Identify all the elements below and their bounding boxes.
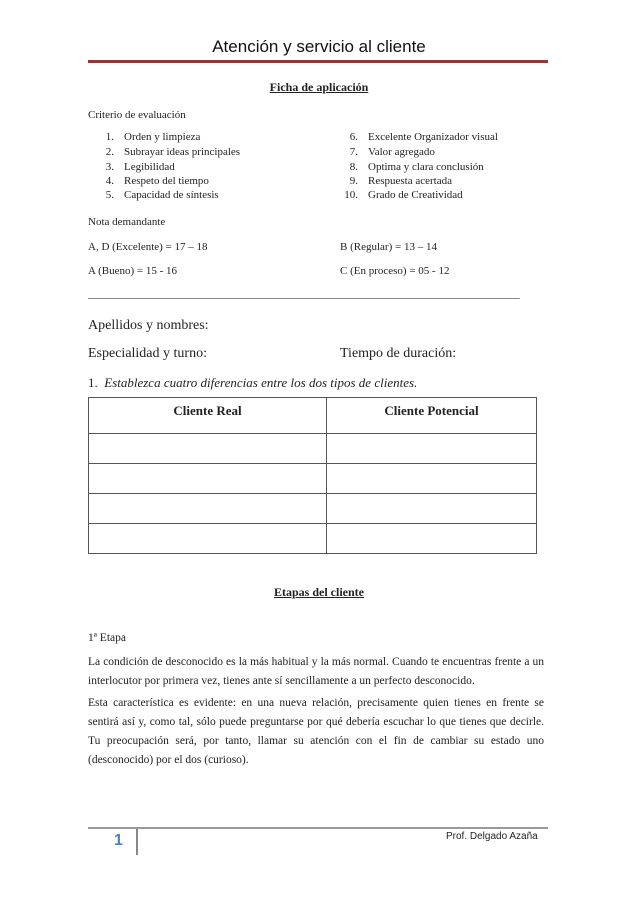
criterion-item: 5. Capacidad de síntesis (105, 189, 219, 201)
table-cell[interactable] (89, 494, 327, 524)
criterion-item: 9. Respuesta acertada (349, 175, 452, 187)
criterion-item: 10. Grado de Creatividad (344, 189, 463, 201)
table-cell[interactable] (327, 434, 537, 464)
criterion-item: 7. Valor agregado (349, 146, 435, 158)
table-cell[interactable] (89, 524, 327, 554)
paragraph-1: La condición de desconocido es la más habitual y la más normal. Cuando te encuentras frente a un interlocutor por primera vez, tienes ante sí sencillamente a un perfecto desconocido. (88, 656, 544, 687)
criterio-label: Criterio de evaluación (88, 109, 186, 121)
table-cell[interactable] (89, 434, 327, 464)
separator-line: ________________________________________________________________________________________ (88, 288, 520, 300)
header-cliente-real: Cliente Real (89, 398, 327, 434)
criterion-item: 8. Optima y clara conclusión (349, 161, 484, 173)
ficha-title: Ficha de aplicación (269, 80, 369, 94)
criterion-item: 6. Excelente Organizador visual (349, 131, 498, 143)
page-header-title: Atención y servicio al cliente (212, 37, 426, 56)
criterion-item: 2. Subrayar ideas principales (105, 146, 241, 158)
page-number-divider (136, 829, 138, 855)
table-header-row (89, 398, 537, 434)
table-cell[interactable] (327, 494, 537, 524)
paragraph-2: Esta característica es evidente: en una nueva relación, precisamente quien tienes en frente se sentirá así y, como tal, sólo puede preguntarse por qué debería escuchar lo que tienes que decirle. Tu preocupación será, por tanto, llamar su atención con el fin de cambiar su estado uno (desconocido) por el dos (curioso). (88, 697, 544, 766)
table-cell[interactable] (327, 464, 537, 494)
grade-en-proceso: C (En proceso) = 05 - 12 (340, 265, 450, 277)
criterion-item: 1. Orden y limpieza (105, 131, 201, 143)
especialidad-field-label: Especialidad y turno: (88, 346, 207, 361)
grade-bueno: A (Bueno) = 15 - 16 (88, 265, 177, 277)
table-cell[interactable] (89, 464, 327, 494)
comparison-table (88, 397, 537, 554)
footer-author: Prof. Delgado Azaña (446, 831, 538, 842)
footer-divider (88, 827, 548, 829)
table-row (89, 494, 537, 524)
criterion-item: 4. Respeto del tiempo (105, 175, 209, 187)
table-cell[interactable] (327, 524, 537, 554)
table-row (89, 464, 537, 494)
nota-label: Nota demandante (88, 216, 166, 228)
apellidos-field-label: Apellidos y nombres: (88, 318, 209, 333)
page-number: 1 (114, 832, 123, 849)
header-cliente-potencial: Cliente Potencial (327, 398, 537, 434)
table-row (89, 434, 537, 464)
grade-regular: B (Regular) = 13 – 14 (340, 241, 437, 253)
stage-label: 1ª Etapa (88, 632, 126, 644)
header-divider (88, 60, 548, 63)
question-1: 1. Establezca cuatro diferencias entre los dos tipos de clientes. (88, 375, 418, 390)
criterion-item: 3. Legibilidad (105, 161, 175, 173)
etapas-title: Etapas del cliente (274, 585, 364, 599)
table-row (89, 524, 537, 554)
tiempo-field-label: Tiempo de duración: (340, 346, 457, 361)
grade-excelente: A, D (Excelente) = 17 – 18 (88, 241, 208, 253)
